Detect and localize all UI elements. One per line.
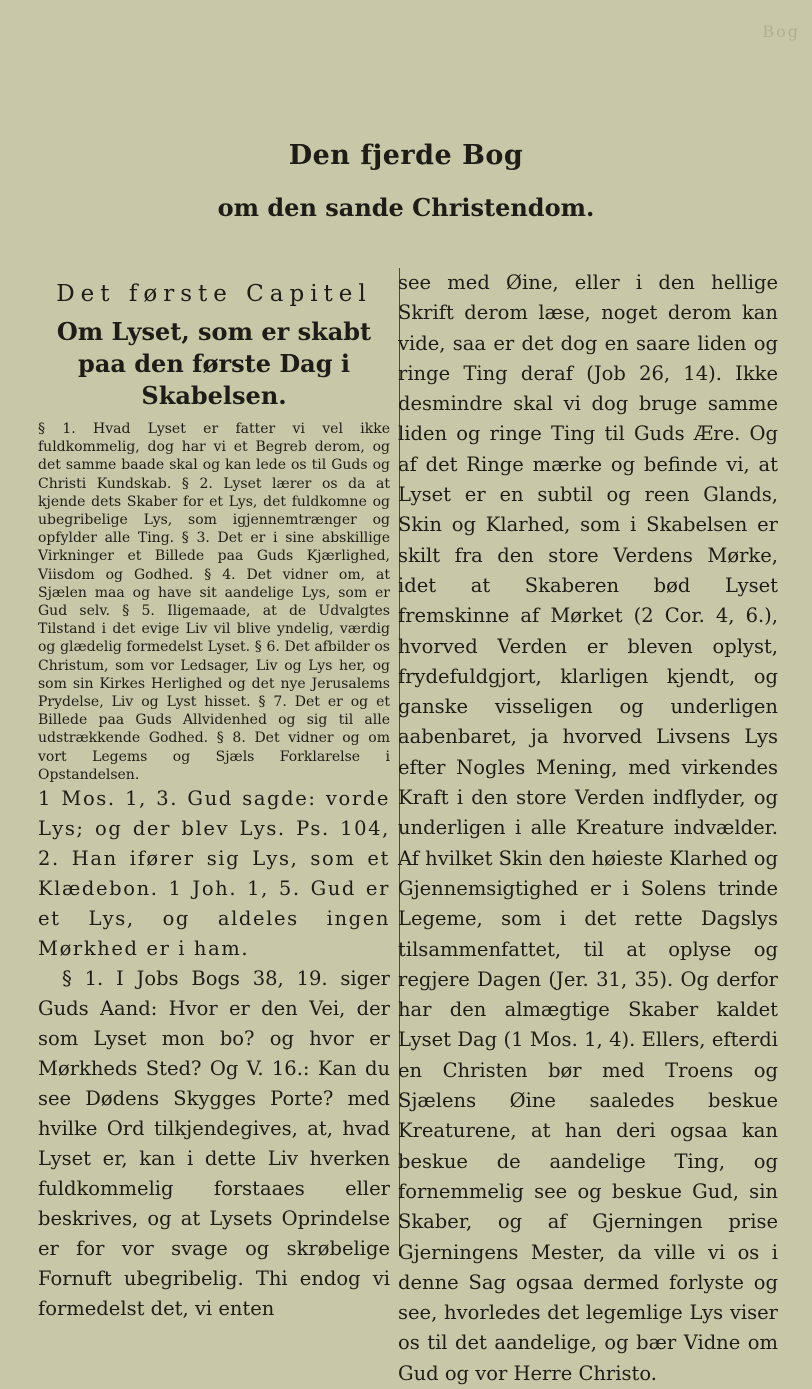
book-subtitle: om den sande Christendom. [217, 193, 595, 222]
scripture-quote: 1 Mos. 1, 3. Gud sagde: vorde Lys; og der blev Lys. Ps. 104, 2. Han ifører sig Lys, som et Klædebon. 1 Joh. 1, 5. Gud er et Lys, og aldeles ingen Mørkhed er i ham. [38, 787, 390, 961]
book-title: Den fjerde Bog [288, 140, 524, 171]
body-paragraph-right: see med Øine, eller i den hellige Skrift derom læse, noget derom kan vide, saa er det dog en saare liden og ringe Ting deraf (Job 26, 14). Ikke desmindre skal vi dog bruge samme liden og ringe Ting til Guds Ære. Og af det Ringe mærke og befinde vi, at Lyset er en subtil og reen Glands, Skin og Klarhed, som i Skabelsen er skilt fra den store Verdens Mørke, idet at Skaberen bød Lyset fremskinne af Mørket (2 Cor. 4, 6.), hvorved Verden er bleven oplyst, frydefuldgjort, klarligen kjendt, og ganske visseligen og underligen aabenbaret, ja hvorved Livsens Lys efter Nogles Mening, med virkendes Kraft i den store Verden indflyder, og underligen i alle Kreature indvælder. Af hvilket Skin den høieste Klarhed og Gjennemsigtighed er i Solens trinde Legeme, som i det rette Dagslys tilsammenfattet, til at oplyse og regjere Dagen (Jer. 31, 35). Og derfor har den almægtige Skaber kaldet Lyset Dag (1 Mos. 1, 4). Ellers, efterdi en Christen bør med Troens og Sjælens Øine saaledes beskue Kreaturene, at han deri ogsaa kan beskue de aandelige Ting, og fornemmelig see og beskue Gud, sin Skaber, og af Gjerningen prise Gjerningens Mester, da ville vi os i denne Sag ogsaa dermed forlyste og see, hvorledes det legemlige Lys viser os til det aandelige, og bær Vidne om Gud og vor Herre Christo. [398, 271, 778, 1385]
chapter-summary: § 1. Hvad Lyset er fatter vi vel ikke fuldkommelig, dog har vi et Begreb derom, og det samme baade skal og kan lede os til Guds og Christi Kundskab. § 2. Lyset lærer os da at kjende dets Skaber for et Lys, det fuldkomne og ubegribelige Lys, som igjennemtrænger og opfylder alle Ting. § 3. Det er i sine abskillige Virkninger et Billede paa Guds Kjærlighed, Viisdom og Godhed. § 4. Det vidner om, at Sjælen maa og have sit aandelige Lys, som er Gud selv. § 5. Iligemaade, at de Udvalgtes Tilstand i det evige Liv vil blive yndelig, værdig og glædelig formedelst Lyset. § 6. Det afbilder os Christum, som vor Ledsager, Liv og Lys her, og som sin Kirkes Herlighed og det nye Jerusalems Prydelse, Liv og Lyst hisset. § 7. Det er og et Billede paa Guds Allvidenhed og sig til alle udstrækkende Godhed. § 8. Det vidner og om vort Legems og Sjæls Forklarelse i Opstandelsen. [38, 421, 390, 783]
chapter-title: Om Lyset, som er skabt paa den første Dag i Skabelsen. [56, 317, 372, 410]
right-column [398, 268, 778, 1389]
body-paragraph-left: § 1. I Jobs Bogs 38, 19. siger Guds Aand: Hvor er den Vei, der som Lyset mon bo? og hvor er Mørkheds Sted? Og V. 16.: Kan du see Dødens Skygges Porte? med hvilke Ord tilkjendegives, at, hvad Lyset er, kan i dette Liv hverken fuldkommelig forstaaes eller beskrives, og at Lysets Oprindelse er for vor svage og skrøbelige Fornuft ubegribelig. Thi endog vi formedelst det, vi enten [38, 967, 390, 1321]
left-column [38, 272, 390, 1324]
bleed-through-header: Bog [762, 22, 800, 41]
chapter-heading: Det første Capitel [56, 281, 372, 307]
